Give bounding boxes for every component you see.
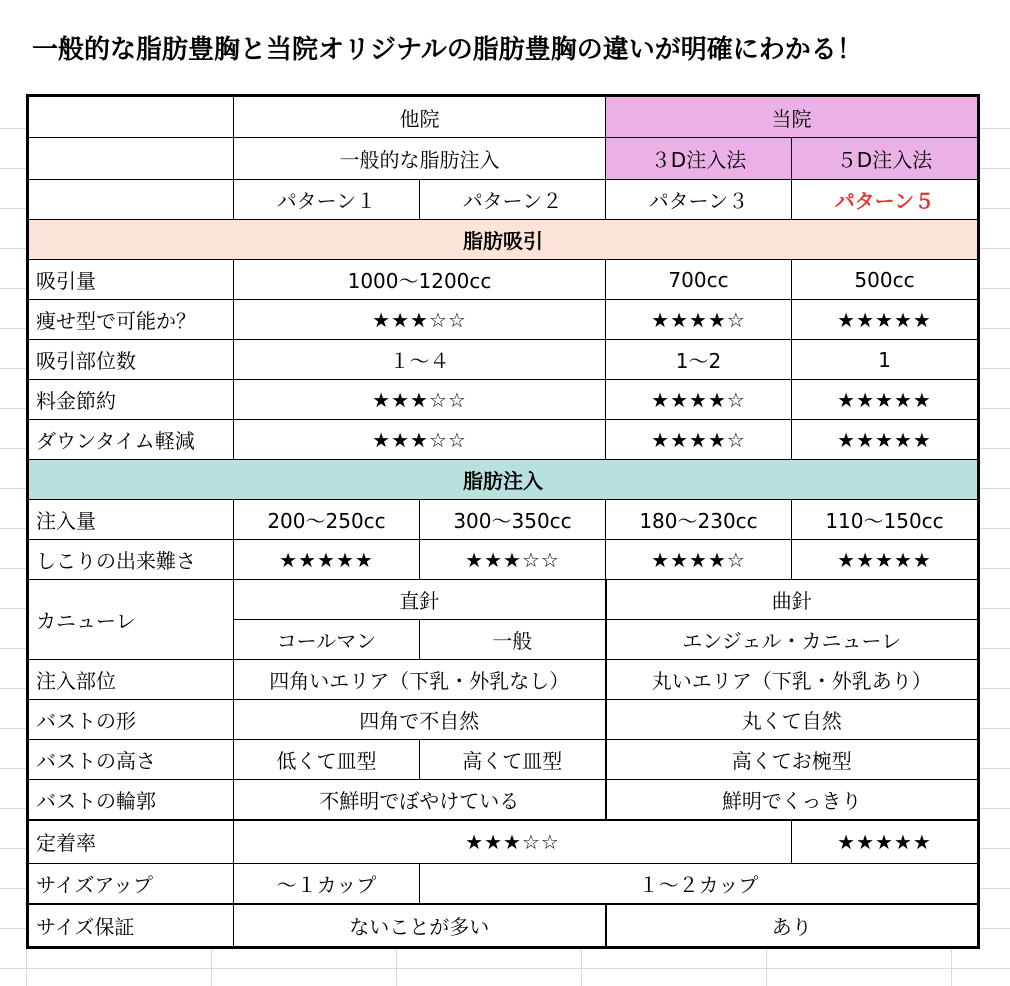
cell-ours: 丸いエリア（下乳・外乳あり） xyxy=(606,660,979,700)
star-rating: ★★★★★ xyxy=(792,540,979,580)
table-row xyxy=(28,660,979,700)
cell-pattern-3: 700cc xyxy=(606,260,792,300)
star-rating: ★★★★★ xyxy=(792,420,979,460)
row-label: バストの輪郭 xyxy=(28,780,234,820)
cell-cannula-curved: 曲針 xyxy=(606,580,979,620)
section-title: 脂肪注入 xyxy=(28,460,979,500)
header-row-pattern xyxy=(28,180,979,220)
section-injection xyxy=(28,460,979,500)
header-ours: 当院 xyxy=(606,96,979,138)
star-rating: ★★★★☆ xyxy=(606,420,792,460)
section-liposuction xyxy=(28,220,979,260)
section-title: 脂肪吸引 xyxy=(28,220,979,260)
row-label: 料金節約 xyxy=(28,380,234,420)
table-row xyxy=(28,740,979,780)
star-rating: ★★★☆☆ xyxy=(234,300,606,340)
cell-ours: 高くてお椀型 xyxy=(606,740,979,780)
cell-pattern-2: 300〜350cc xyxy=(420,500,606,540)
row-label: 定着率 xyxy=(28,820,234,864)
header-pattern-2: パターン２ xyxy=(420,180,606,220)
star-rating: ★★★☆☆ xyxy=(234,820,792,864)
table-row xyxy=(28,700,979,740)
row-label: カニューレ xyxy=(28,580,234,660)
row-label: 注入量 xyxy=(28,500,234,540)
row-label: バストの高さ xyxy=(28,740,234,780)
star-rating: ★★★★☆ xyxy=(606,300,792,340)
table-row xyxy=(28,580,979,620)
header-general-injection: 一般的な脂肪注入 xyxy=(234,138,606,180)
header-pattern-3: パターン３ xyxy=(606,180,792,220)
table-row xyxy=(28,904,979,948)
star-rating: ★★★★★ xyxy=(234,540,420,580)
table-row xyxy=(28,380,979,420)
table-row xyxy=(28,300,979,340)
cell-pattern-1: コールマン xyxy=(234,620,420,660)
cell-ours: エンジェル・カニューレ xyxy=(606,620,979,660)
star-rating: ★★★★☆ xyxy=(606,380,792,420)
cell-ours: 丸くて自然 xyxy=(606,700,979,740)
header-pattern-5: パターン５ xyxy=(792,180,979,220)
table-row xyxy=(28,260,979,300)
row-label: バストの形 xyxy=(28,700,234,740)
cell-pattern-3: 180〜230cc xyxy=(606,500,792,540)
cell-others: １〜４ xyxy=(234,340,606,380)
cell-others: ないことが多い xyxy=(234,904,606,948)
cell-others: 1000〜1200cc xyxy=(234,260,606,300)
row-label: ダウンタイム軽減 xyxy=(28,420,234,460)
row-label: 注入部位 xyxy=(28,660,234,700)
header-corner xyxy=(28,180,234,220)
star-rating: ★★★★★ xyxy=(792,380,979,420)
header-corner xyxy=(28,138,234,180)
header-corner xyxy=(28,96,234,138)
row-label: 吸引部位数 xyxy=(28,340,234,380)
row-label: 痩せ型で可能か？ xyxy=(28,300,234,340)
row-label: 吸引量 xyxy=(28,260,234,300)
cell-ours: あり xyxy=(606,904,979,948)
cell-pattern-1: 低くて皿型 xyxy=(234,740,420,780)
row-label: サイズ保証 xyxy=(28,904,234,948)
row-label: サイズアップ xyxy=(28,864,234,904)
cell-pattern-1: 〜１カップ xyxy=(234,864,420,904)
cell-rest: １〜２カップ xyxy=(420,864,979,904)
table-row xyxy=(28,864,979,904)
cell-ours: 鮮明でくっきり xyxy=(606,780,979,820)
cell-pattern-5: 110〜150cc xyxy=(792,500,979,540)
star-rating: ★★★★★ xyxy=(792,300,979,340)
header-method-3d: ３D注入法 xyxy=(606,138,792,180)
star-rating: ★★★★★ xyxy=(792,820,979,864)
cell-cannula-straight: 直針 xyxy=(234,580,606,620)
page-title: 一般的な脂肪豊胸と当院オリジナルの脂肪豊胸の違いが明確にわかる！ xyxy=(0,0,1010,94)
star-rating: ★★★☆☆ xyxy=(420,540,606,580)
comparison-table xyxy=(26,94,980,949)
header-others: 他院 xyxy=(234,96,606,138)
star-rating: ★★★☆☆ xyxy=(234,420,606,460)
cell-others: 四角いエリア（下乳・外乳なし） xyxy=(234,660,606,700)
cell-pattern-2: 高くて皿型 xyxy=(420,740,606,780)
table-row xyxy=(28,780,979,820)
table-row xyxy=(28,420,979,460)
cell-pattern-2: 一般 xyxy=(420,620,606,660)
table-row xyxy=(28,820,979,864)
cell-others: 不鮮明でぼやけている xyxy=(234,780,606,820)
row-label: しこりの出来難さ xyxy=(28,540,234,580)
cell-pattern-5: 500cc xyxy=(792,260,979,300)
header-row-clinic xyxy=(28,96,979,138)
star-rating: ★★★★☆ xyxy=(606,540,792,580)
header-method-5d: ５D注入法 xyxy=(792,138,979,180)
cell-pattern-3: 1〜2 xyxy=(606,340,792,380)
cell-others: 四角で不自然 xyxy=(234,700,606,740)
star-rating: ★★★☆☆ xyxy=(234,380,606,420)
header-pattern-1: パターン１ xyxy=(234,180,420,220)
table-row xyxy=(28,500,979,540)
table-row xyxy=(28,340,979,380)
header-row-method xyxy=(28,138,979,180)
cell-pattern-1: 200〜250cc xyxy=(234,500,420,540)
cell-pattern-5: 1 xyxy=(792,340,979,380)
table-row xyxy=(28,540,979,580)
